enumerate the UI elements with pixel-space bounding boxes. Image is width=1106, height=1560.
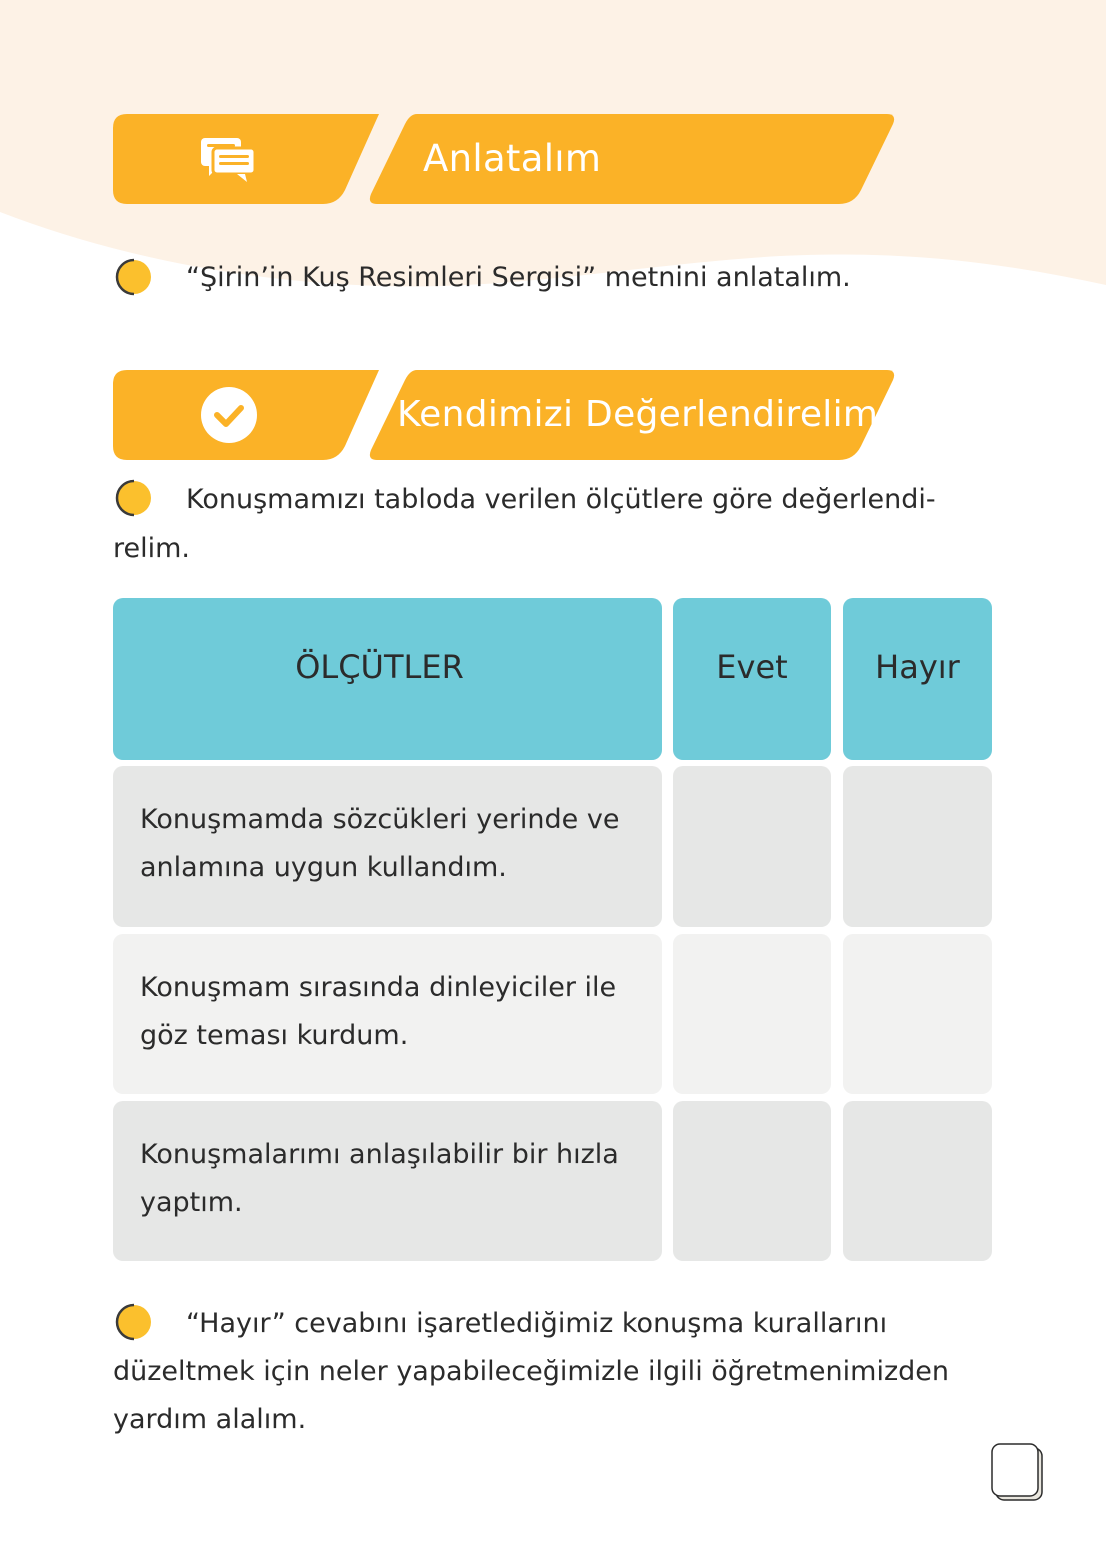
evaluate-instruction-line1: Konuşmamızı tabloda verilen ölçütlere göre değerlendi- bbox=[186, 484, 936, 515]
criteria-text-1-line2: anlamına uygun kullandım. bbox=[140, 852, 507, 883]
no-header-cell bbox=[843, 598, 992, 760]
tell-instruction: “Şirin’in Kuş Resimleri Sergisi” metnini anlatalım. bbox=[186, 262, 851, 293]
tell-banner-icon-block bbox=[113, 114, 383, 204]
closing-line1: “Hayır” cevabını işaretlediğimiz konuşma kurallarını bbox=[186, 1308, 888, 1339]
bullet-icon bbox=[113, 1302, 153, 1342]
yes-answer-cell-3[interactable] bbox=[673, 1101, 831, 1261]
yes-header-cell bbox=[673, 598, 831, 760]
criteria-cell-1 bbox=[113, 766, 662, 927]
criteria-header: ÖLÇÜTLER bbox=[295, 648, 464, 686]
criteria-cell-3 bbox=[113, 1101, 662, 1261]
speech-bubbles-icon bbox=[199, 136, 257, 182]
criteria-text-3-line2: yaptım. bbox=[140, 1187, 243, 1218]
criteria-text-3 bbox=[140, 1131, 630, 1227]
yes-header: Evet bbox=[716, 648, 788, 686]
no-answer-cell-1[interactable] bbox=[843, 766, 992, 927]
criteria-cell-2 bbox=[113, 934, 662, 1094]
evaluate-banner-icon-block bbox=[113, 370, 383, 460]
bullet-icon bbox=[113, 478, 153, 518]
evaluate-instruction-line2: relim. bbox=[113, 533, 191, 564]
no-header: Hayır bbox=[875, 648, 960, 686]
yes-answer-cell-2[interactable] bbox=[673, 934, 831, 1094]
yes-answer-cell-1[interactable] bbox=[673, 766, 831, 927]
criteria-text-2 bbox=[140, 964, 630, 1060]
tell-banner bbox=[367, 114, 897, 204]
no-answer-cell-2[interactable] bbox=[843, 934, 992, 1094]
bullet-icon bbox=[113, 257, 153, 297]
no-answer-cell-3[interactable] bbox=[843, 1101, 992, 1261]
closing-line2: düzeltmek için neler yapabileceğimizle ilgili öğretmenimizden bbox=[113, 1356, 949, 1387]
section-title-evaluate: Kendimizi Değerlendirelim bbox=[397, 394, 879, 435]
section-title-tell: Anlatalım bbox=[423, 137, 602, 180]
criteria-text-1-line1: Konuşmamda sözcükleri yerinde ve bbox=[140, 804, 620, 835]
criteria-header-cell bbox=[113, 598, 662, 760]
criteria-text-2-line1: Konuşmam sırasında dinleyiciler ile bbox=[140, 972, 617, 1003]
page-number-badge bbox=[990, 1442, 1046, 1504]
criteria-text-2-line2: göz teması kurdum. bbox=[140, 1020, 409, 1051]
closing-line3: yardım alalım. bbox=[113, 1404, 307, 1435]
evaluate-banner bbox=[367, 370, 897, 460]
criteria-text-1 bbox=[140, 796, 630, 892]
criteria-text-3-line1: Konuşmalarımı anlaşılabilir bir hızla bbox=[140, 1139, 619, 1170]
checkmark-circle-icon bbox=[200, 386, 258, 444]
